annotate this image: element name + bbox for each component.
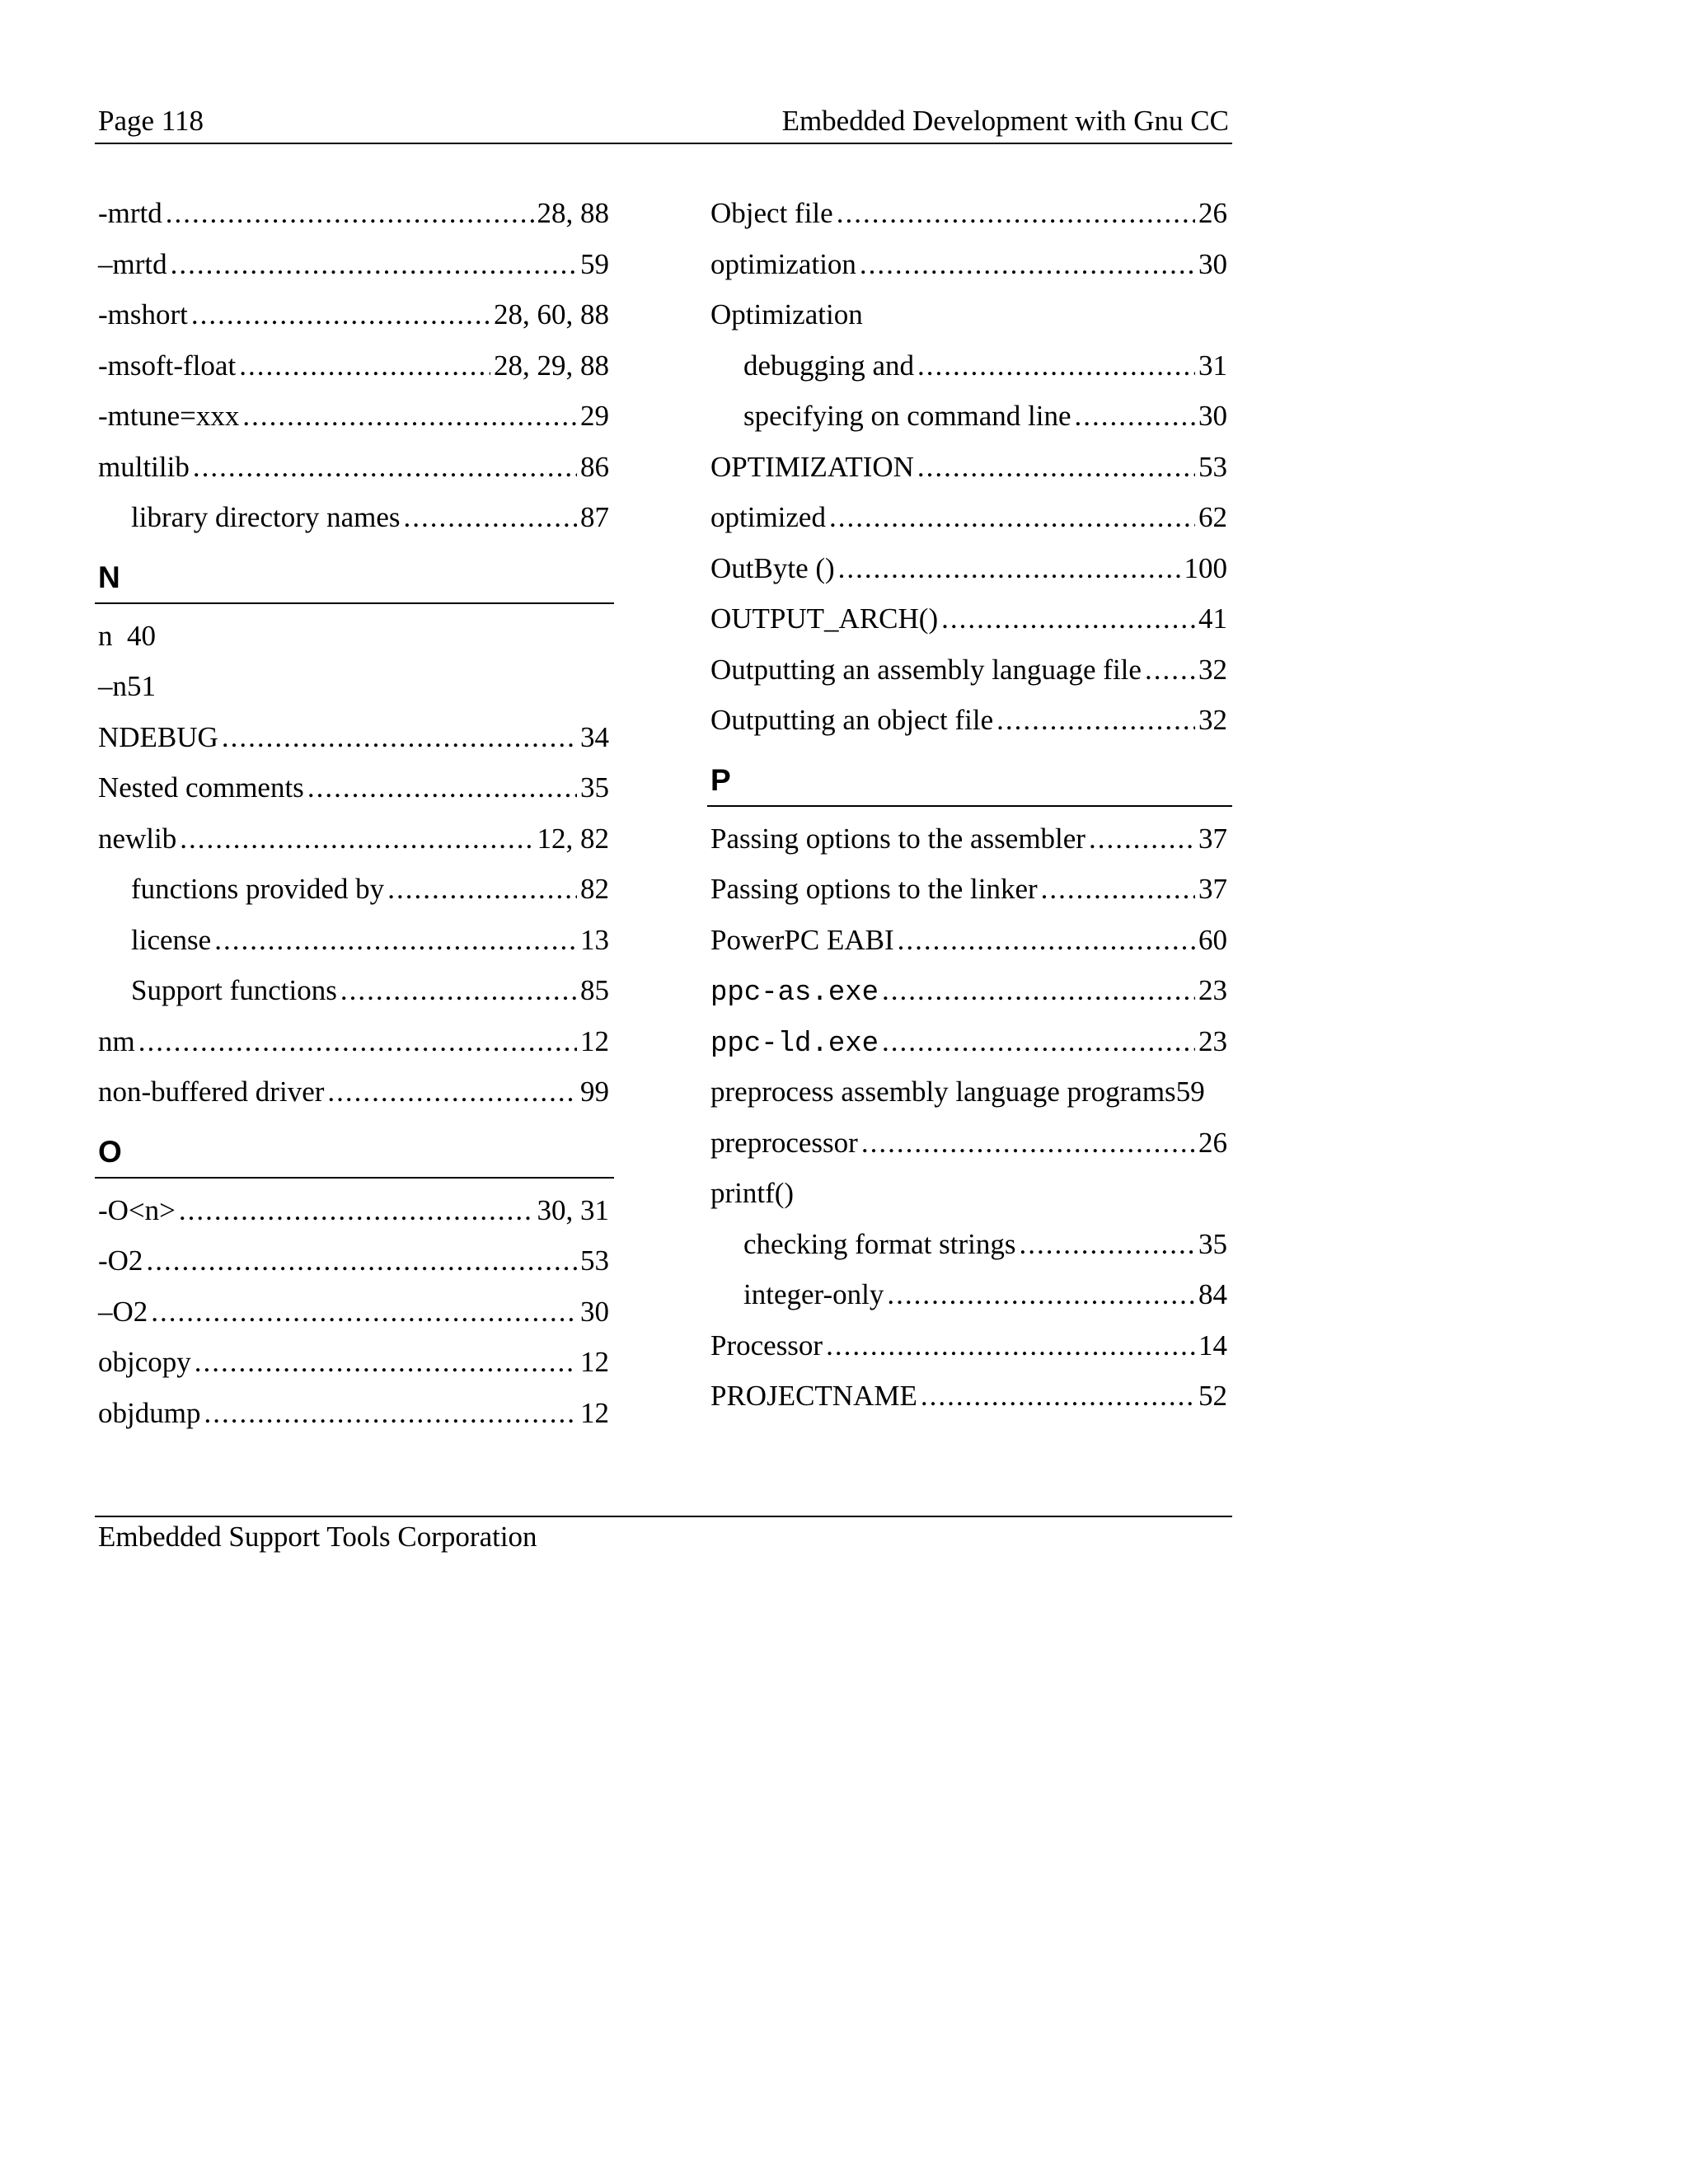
index-entry [95,239,614,290]
dot-leader [340,965,577,1016]
index-term: debugging and [743,349,915,382]
index-entry [95,391,614,442]
index-term: specifying on command line [743,400,1071,432]
index-subentry [707,340,1232,391]
index-term: preprocessor [710,1126,858,1159]
index-pages: 30 [1198,247,1227,280]
index-term: -O2 [98,1244,143,1277]
index-pages: 23 [1198,974,1227,1006]
index-pages: 60 [1198,923,1227,956]
index-pages: 62 [1198,501,1227,533]
index-pages: 30, 31 [537,1193,609,1226]
dot-leader [214,915,577,966]
index-entry [707,1320,1232,1371]
index-pages: 87 [580,501,609,533]
index-entry [95,712,614,763]
index-pages: 86 [580,450,609,483]
running-title: Embedded Development with Gnu CC [781,105,1229,137]
index-pages: 59 [1175,1076,1205,1108]
index-pages: 12 [580,1396,609,1429]
dot-leader [921,1371,1195,1422]
dot-leader [861,1118,1195,1169]
footer-company: Embedded Support Tools Corporation [98,1521,537,1553]
dot-leader [166,188,534,239]
index-term: -mrtd [98,197,162,229]
index-term: PROJECTNAME [710,1380,917,1412]
index-subentry [707,391,1232,442]
page-footer [95,1516,1232,1553]
index-term: Nested comments [98,771,304,804]
index-term: Passing options to the assembler [710,822,1085,855]
index-pages: 30 [580,1295,609,1328]
dot-leader [917,340,1195,391]
dot-leader [1019,1219,1195,1270]
index-pages: 26 [1198,1126,1227,1159]
index-pages: 34 [580,720,609,753]
index-pages: 37 [1198,822,1227,855]
index-pages: 32 [1198,653,1227,686]
dot-leader [327,1066,577,1118]
index-entry [95,1235,614,1286]
page-number: Page 118 [98,105,204,137]
index-entry [707,239,1232,290]
index-pages: 59 [580,247,609,280]
dot-leader [204,1388,577,1439]
index-subentry [95,492,614,543]
dot-leader [239,340,490,391]
index-term: objdump [98,1396,201,1429]
index-column-right [707,188,1232,1422]
dot-leader [179,1185,534,1236]
index-entry [95,1388,614,1439]
index-entry [707,188,1232,239]
dot-leader [307,762,577,813]
dot-leader [193,442,577,493]
index-term: Support functions [131,974,337,1006]
index-term: Passing options to the linker [710,873,1038,905]
index-term: ppc-ld.exe [710,1028,879,1060]
index-column-left [95,188,614,1438]
index-entry [707,1066,1232,1118]
dot-leader [917,442,1195,493]
index-term: optimized [710,501,826,533]
dot-leader [1041,864,1195,915]
index-term: objcopy [98,1346,191,1378]
index-term: n 40 [98,619,156,652]
index-entry [707,965,1232,1016]
section-heading-o: O [95,1134,614,1179]
index-subentry [95,965,614,1016]
index-term: PowerPC EABI [710,923,894,956]
index-term: Optimization [710,298,863,330]
index-entry [707,1371,1232,1422]
index-entry [95,611,614,662]
index-pages: 37 [1198,873,1227,905]
index-entry [95,813,614,865]
index-term: ppc-as.exe [710,977,879,1009]
index-pages: 28, 60, 88 [494,298,609,330]
index-pages: 53 [1198,450,1227,483]
index-pages: 26 [1198,197,1227,229]
index-term: nm [98,1024,135,1057]
dot-leader [195,1337,577,1388]
index-entry [707,543,1232,594]
index-entry [95,1185,614,1236]
index-subentry [707,1219,1232,1270]
index-term: Processor [710,1329,823,1361]
index-pages: 23 [1198,1024,1227,1057]
index-entry [95,442,614,493]
dot-leader [1075,391,1195,442]
dot-leader [242,391,577,442]
section-heading-p: P [707,762,1232,807]
index-term: –n51 [98,670,156,702]
index-subentry [95,864,614,915]
index-subentry [95,915,614,966]
index-pages: 35 [580,771,609,804]
section-heading-n: N [95,560,614,604]
index-entry [95,188,614,239]
index-pages: 100 [1184,551,1227,584]
index-term: OPTIMIZATION [710,450,914,483]
dot-leader [882,965,1195,1016]
dot-leader [829,492,1195,543]
index-term: -O<n> [98,1193,176,1226]
index-entry [707,695,1232,746]
dot-leader [146,1235,577,1286]
index-term: -msoft-float [98,349,237,382]
index-term: newlib [98,822,177,855]
index-entry [95,1066,614,1118]
dot-leader [996,695,1195,746]
dot-leader [387,864,577,915]
index-term: library directory names [131,501,401,533]
index-pages: 13 [580,923,609,956]
index-term: -mtune=xxx [98,400,240,432]
index-pages: 30 [1198,400,1227,432]
index-term: Outputting an object file [710,704,994,736]
index-term: Outputting an assembly language file [710,653,1142,686]
index-term: preprocess assembly language programs [710,1076,1176,1108]
index-entry [95,1286,614,1338]
dot-leader [138,1016,577,1067]
dot-leader [1145,644,1195,696]
index-entry [707,1016,1232,1067]
index-entry [707,442,1232,493]
index-term: NDEBUG [98,720,218,753]
index-entry [707,492,1232,543]
index-entry [707,915,1232,966]
index-entry [95,289,614,340]
dot-leader [171,239,577,290]
dot-leader [838,543,1181,594]
index-term: non-buffered driver [98,1076,325,1108]
index-pages: 82 [580,873,609,905]
index-term: checking format strings [743,1227,1016,1260]
index-pages: 53 [580,1244,609,1277]
index-entry [95,661,614,712]
index-entry [95,340,614,391]
index-pages: 12 [580,1346,609,1378]
index-entry [707,1168,1232,1219]
dot-leader [180,813,533,865]
dot-leader [860,239,1195,290]
index-term: –O2 [98,1295,148,1328]
index-pages: 12, 82 [537,822,609,855]
index-term: OutByte () [710,551,835,584]
index-term: Object file [710,197,833,229]
index-term: optimization [710,247,856,280]
dot-leader [837,188,1195,239]
index-term: -mshort [98,298,188,330]
index-subentry [707,1269,1232,1320]
dot-leader [151,1286,577,1338]
index-pages: 52 [1198,1380,1227,1412]
index-pages: 28, 29, 88 [494,349,609,382]
index-pages: 12 [580,1024,609,1057]
index-term: printf() [710,1177,795,1209]
index-entry [95,1016,614,1067]
index-pages: 85 [580,974,609,1006]
dot-leader [882,1016,1195,1067]
index-term: multilib [98,450,190,483]
index-entry [707,289,1232,340]
index-term: functions provided by [131,873,385,905]
index-entry [707,644,1232,696]
index-pages: 35 [1198,1227,1227,1260]
index-term: integer-only [743,1278,884,1310]
index-entry [707,1118,1232,1169]
index-entry [707,864,1232,915]
index-entry [707,813,1232,865]
dot-leader [941,593,1195,644]
dot-leader [1089,813,1195,865]
index-pages: 28, 88 [537,197,609,229]
index-entry [707,593,1232,644]
index-pages: 41 [1198,602,1227,635]
page-header [95,101,1232,144]
index-term: –mrtd [98,247,167,280]
index-term: OUTPUT_ARCH() [710,602,939,635]
dot-leader [898,915,1195,966]
index-pages: 84 [1198,1278,1227,1310]
dot-leader [887,1269,1195,1320]
dot-leader [826,1320,1195,1371]
index-entry [95,762,614,813]
index-pages: 31 [1198,349,1227,382]
index-pages: 14 [1198,1329,1227,1361]
dot-leader [191,289,490,340]
index-pages: 29 [580,400,609,432]
dot-leader [222,712,577,763]
dot-leader [404,492,577,543]
index-entry [95,1337,614,1388]
index-pages: 99 [580,1076,609,1108]
index-term: license [131,923,212,956]
index-pages: 32 [1198,704,1227,736]
